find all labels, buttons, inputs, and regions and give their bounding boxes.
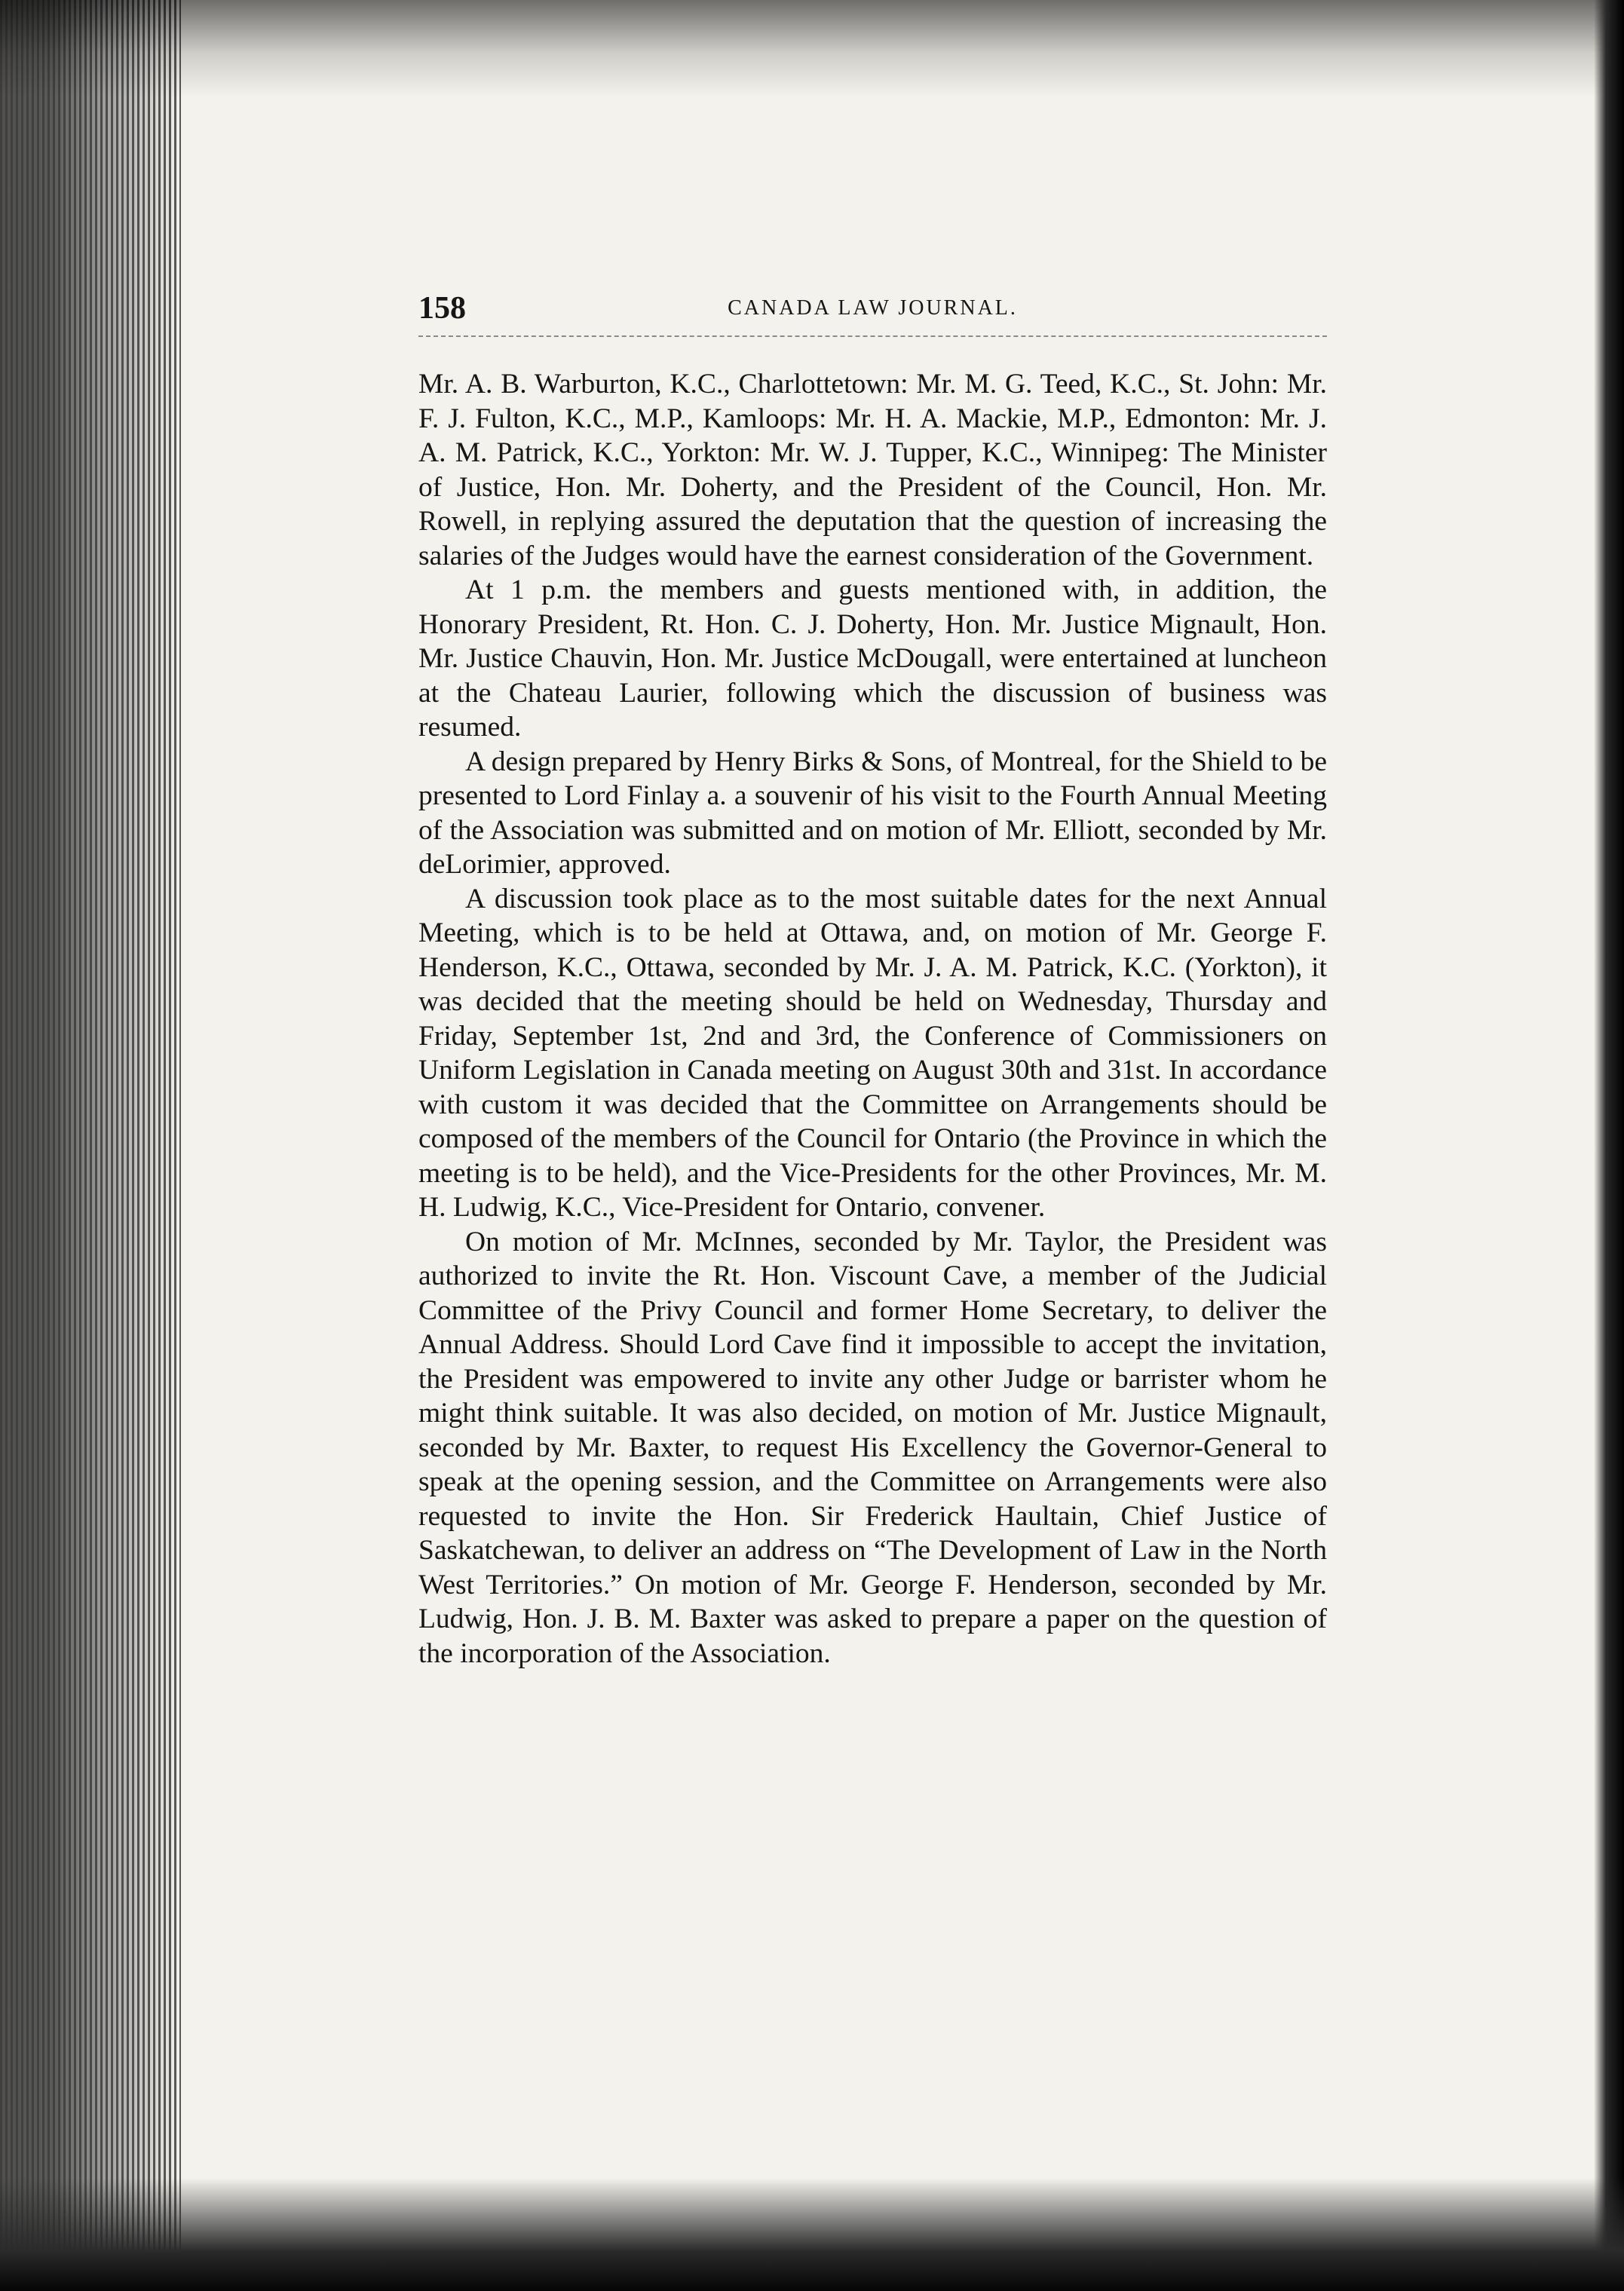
- scan-shadow-top: [0, 0, 1624, 98]
- journal-title: CANADA LAW JOURNAL.: [728, 296, 1018, 320]
- page-number: 158: [418, 291, 466, 326]
- journal-page: [418, 290, 1327, 1671]
- scan-shadow-bottom: [0, 2178, 1624, 2291]
- paragraph-shield-design: A design prepared by Henry Birks & Sons, of Montreal, for the Shield to be presented to Lord Finlay a. a souvenir of his visit to the Fourth Annual Meeting of the Association was submitted and on motion of Mr. Elliott, seconded by Mr. deLorimier, approved.: [418, 746, 1327, 880]
- running-head: [418, 290, 1327, 337]
- paragraph-deputation: Mr. A. B. Warburton, K.C., Charlottetown: Mr. M. G. Teed, K.C., St. John: Mr. F. J. Fulton, K.C., M.P., Kamloops: Mr. H. A. Mackie, M.P., Edmonton: Mr. J. A. M. Patrick, K.C., Yorkton: Mr. W. J. Tupper, K.C., Winnipeg: The Minister of Justice, Hon. Mr. Doherty, and the President of the Council, Hon. Mr. Rowell, in replying assured the deputation that the question of increasing the salaries of the Judges would have the earnest consideration of the Government.: [418, 369, 1327, 571]
- paragraph-meeting-dates: A discussion took place as to the most suitable dates for the next Annual Meeting, which is to be held at Ottawa, and, on motion of Mr. George F. Henderson, K.C., Ottawa, seconded by Mr. J. A. M. Patrick, K.C. (Yorkton), it was decided that the meeting should be held on Wednesday, Thursday and Friday, September 1st, 2nd and 3rd, the Conference of Commissioners on Uniform Legislation in Canada meeting on August 30th and 31st. In accordance with custom it was decided that the Committee on Arrangements should be composed of the members of the Council for Ontario (the Province in which the meeting is to be held), and the Vice-Presidents for the other Provinces, Mr. M. H. Ludwig, K.C., Vice-President for Ontario, convener.: [418, 883, 1327, 1223]
- paragraph-luncheon: At 1 p.m. the members and guests mentioned with, in addition, the Honorary President, Rt. Hon. C. J. Doherty, Hon. Mr. Justice Mignault, Hon. Mr. Justice Chauvin, Hon. Mr. Justice McDougall, were entertained at luncheon at the Chateau Laurier, following which the discussion of business was resumed.: [418, 574, 1327, 743]
- article-body: [418, 367, 1327, 1671]
- scan-shadow-left: [0, 0, 181, 2291]
- paragraph-annual-address: On motion of Mr. McInnes, seconded by Mr. Taylor, the President was authorized to invite the Rt. Hon. Viscount Cave, a member of the Judicial Committee of the Privy Council and former Home Secretary, to deliver the Annual Address. Should Lord Cave find it impossible to accept the invitation, the President was empowered to invite any other Judge or barrister whom he might think suitable. It was also decided, on motion of Mr. Justice Mignault, seconded by Mr. Baxter, to request His Excellency the Governor-General to speak at the opening session, and the Committee on Arrangements were also requested to invite the Hon. Sir Frederick Haultain, Chief Justice of Saskatchewan, to deliver an address on “The Development of Law in the North West Territories.” On motion of Mr. George F. Henderson, seconded by Mr. Ludwig, Hon. J. B. M. Baxter was asked to prepare a paper on the question of the incorporation of the Association.: [418, 1226, 1327, 1669]
- scan-shadow-right: [1594, 0, 1624, 2291]
